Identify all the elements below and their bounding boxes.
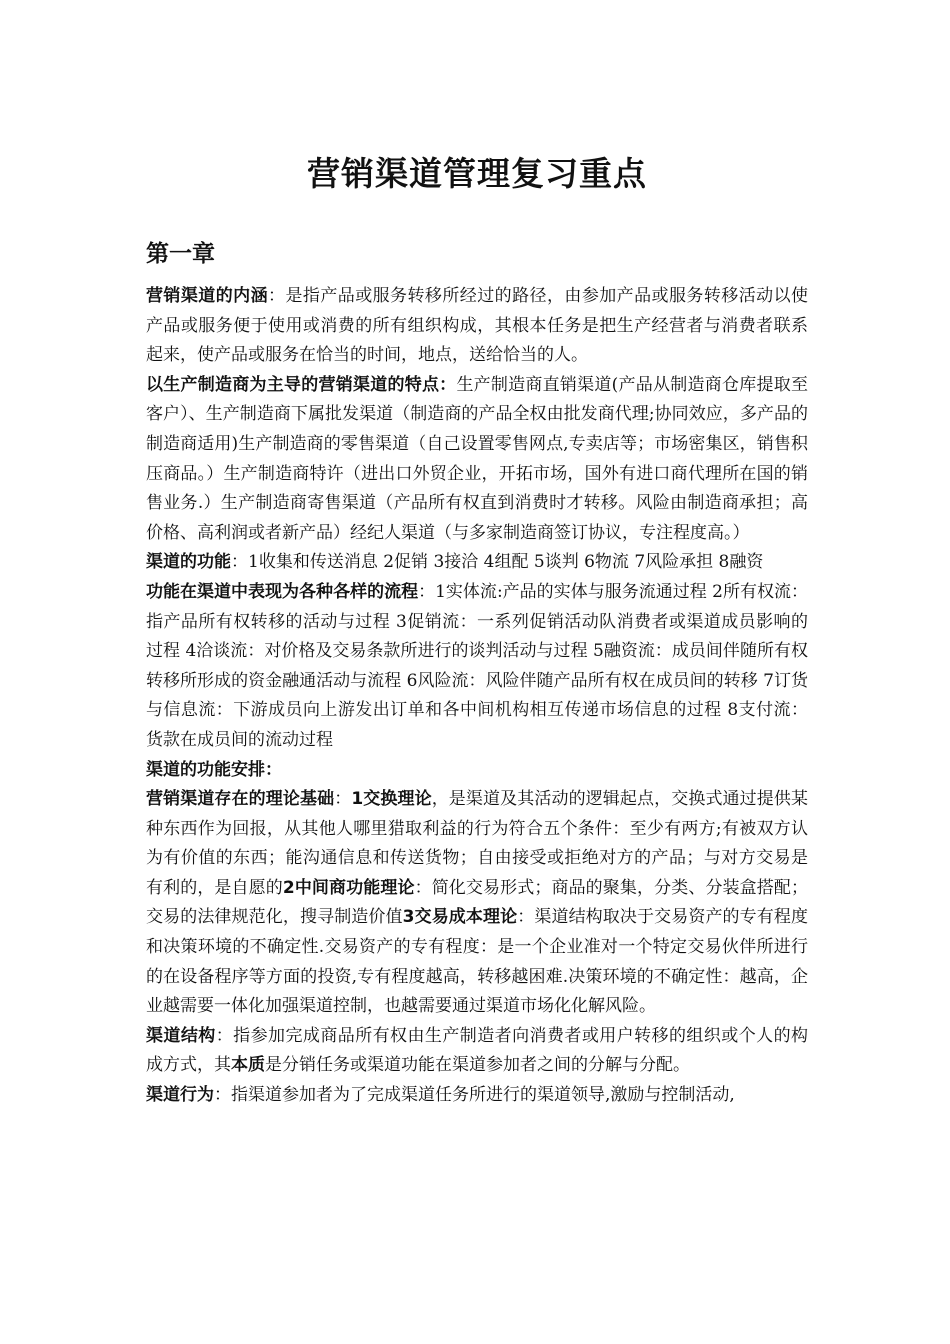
paragraph-channel-definition: 营销渠道的内涵：是指产品或服务转移所经过的路径，由参加产品或服务转移活动以使产品或服务便于使用或消费的所有组织构成，其根本任务是把生产经营者与消费者联系起来，使产品或服务在恰当的时间，地点，送给恰当的人。 — [146, 286, 809, 366]
paragraph-manufacturer-channels: 以生产制造商为主导的营销渠道的特点：生产制造商直销渠道(产品从制造商仓库提取至客户）、生产制造商下属批发渠道（制造商的产品全权由批发商代理;协同效应，多产品的制造商适用)生产制造商的零售渠道（自己设置零售网点,专卖店等；市场密集区，销售积压商品。）生产制造商特许（进出口外贸企业，开拓市场，国外有进口商代理所在国的销售业务.）生产制造商寄售渠道（产品所有权直到消费时才转移。风险由制造商承担；高价格、高利润或者新产品）经纪人渠道（与多家制造商签订协议，专注程度高。） — [146, 374, 808, 543]
term-exchange-theory: 1交换理论 — [351, 789, 432, 810]
term-channel-behavior: 渠道行为 — [146, 1085, 214, 1106]
term-channel-definition: 营销渠道的内涵 — [146, 286, 269, 306]
paragraph-theory-basis: 营销渠道存在的理论基础：1交换理论，是渠道及其活动的逻辑起点，交换式通过提供某种东西作为回报，从其他人哪里猎取利益的行为符合五个条件：至少有两方;有被双方认为有价值的东西；能沟通信息和传送货物；自由接受或拒绝对方的产品；与对方交易是有利的，是自愿的2中间商功能理论：简化交易形式；商品的聚集，分类、分装盒搭配；交易的法律规范化，搜寻制造价值3交易成本理论：渠道结构取决于交易资产的专有程度和决策环境的不确定性.交易资产的专有程度：是一个企业准对一个特定交易伙伴所进行的在设备程序等方面的投资,专有程度越高，转移越困难.决策环境的不确定性：越高，企业越需要一体化加强渠道控制，也越需要通过渠道市场化化解风险。 — [146, 789, 808, 1017]
term-essence: 本质 — [231, 1055, 265, 1076]
chapter-heading: 第一章 — [146, 241, 215, 267]
term-channel-functions: 渠道的功能 — [146, 552, 231, 573]
paragraph-function-arrangement — [146, 756, 808, 786]
term-transaction-cost-theory: 3交易成本理论 — [402, 907, 518, 928]
term-channel-structure: 渠道结构 — [146, 1025, 216, 1046]
document-title: 营销渠道管理复习重点 — [307, 154, 647, 193]
term-function-arrangement: 渠道的功能安排： — [146, 759, 282, 780]
paragraph-channel-behavior: 渠道行为：指渠道参加者为了完成渠道任务所进行的渠道领导,激励与控制活动, — [146, 1085, 735, 1106]
term-theory-basis: 营销渠道存在的理论基础 — [146, 789, 335, 810]
paragraph-channel-functions: 渠道的功能：1收集和传送消息 2促销 3接洽 4组配 5谈判 6物流 7风险承担 8融资 — [146, 552, 764, 573]
paragraph-channel-flows: 功能在渠道中表现为各种各样的流程：1实体流:产品的实体与服务流通过程 2所有权流：指产品所有权转移的活动与过程 3促销流：一系列促销活动队消费者或渠道成员影响的过程 4洽谈流：对价格及交易条款所进行的谈判活动与过程 5融资流：成员间伴随所有权转移所形成的资金融通活动与流程 6风险流：风险伴随产品所有权在成员间的转移 7订货与信息流：下游成员向上游发出订单和各中间机构相互传递市场信息的过程 8支付流：货款在成员间的流动过程 — [146, 581, 808, 750]
term-manufacturer-channels: 以生产制造商为主导的营销渠道的特点： — [146, 374, 457, 395]
term-intermediary-theory: 2中间商功能理论 — [282, 877, 415, 898]
paragraph-channel-structure: 渠道结构：指参加完成商品所有权由生产制造者向消费者或用户转移的组织或个人的构成方式，其本质是分销任务或渠道功能在渠道参加者之间的分解与分配。 — [146, 1025, 809, 1076]
term-channel-flows: 功能在渠道中表现为各种各样的流程 — [146, 581, 419, 602]
